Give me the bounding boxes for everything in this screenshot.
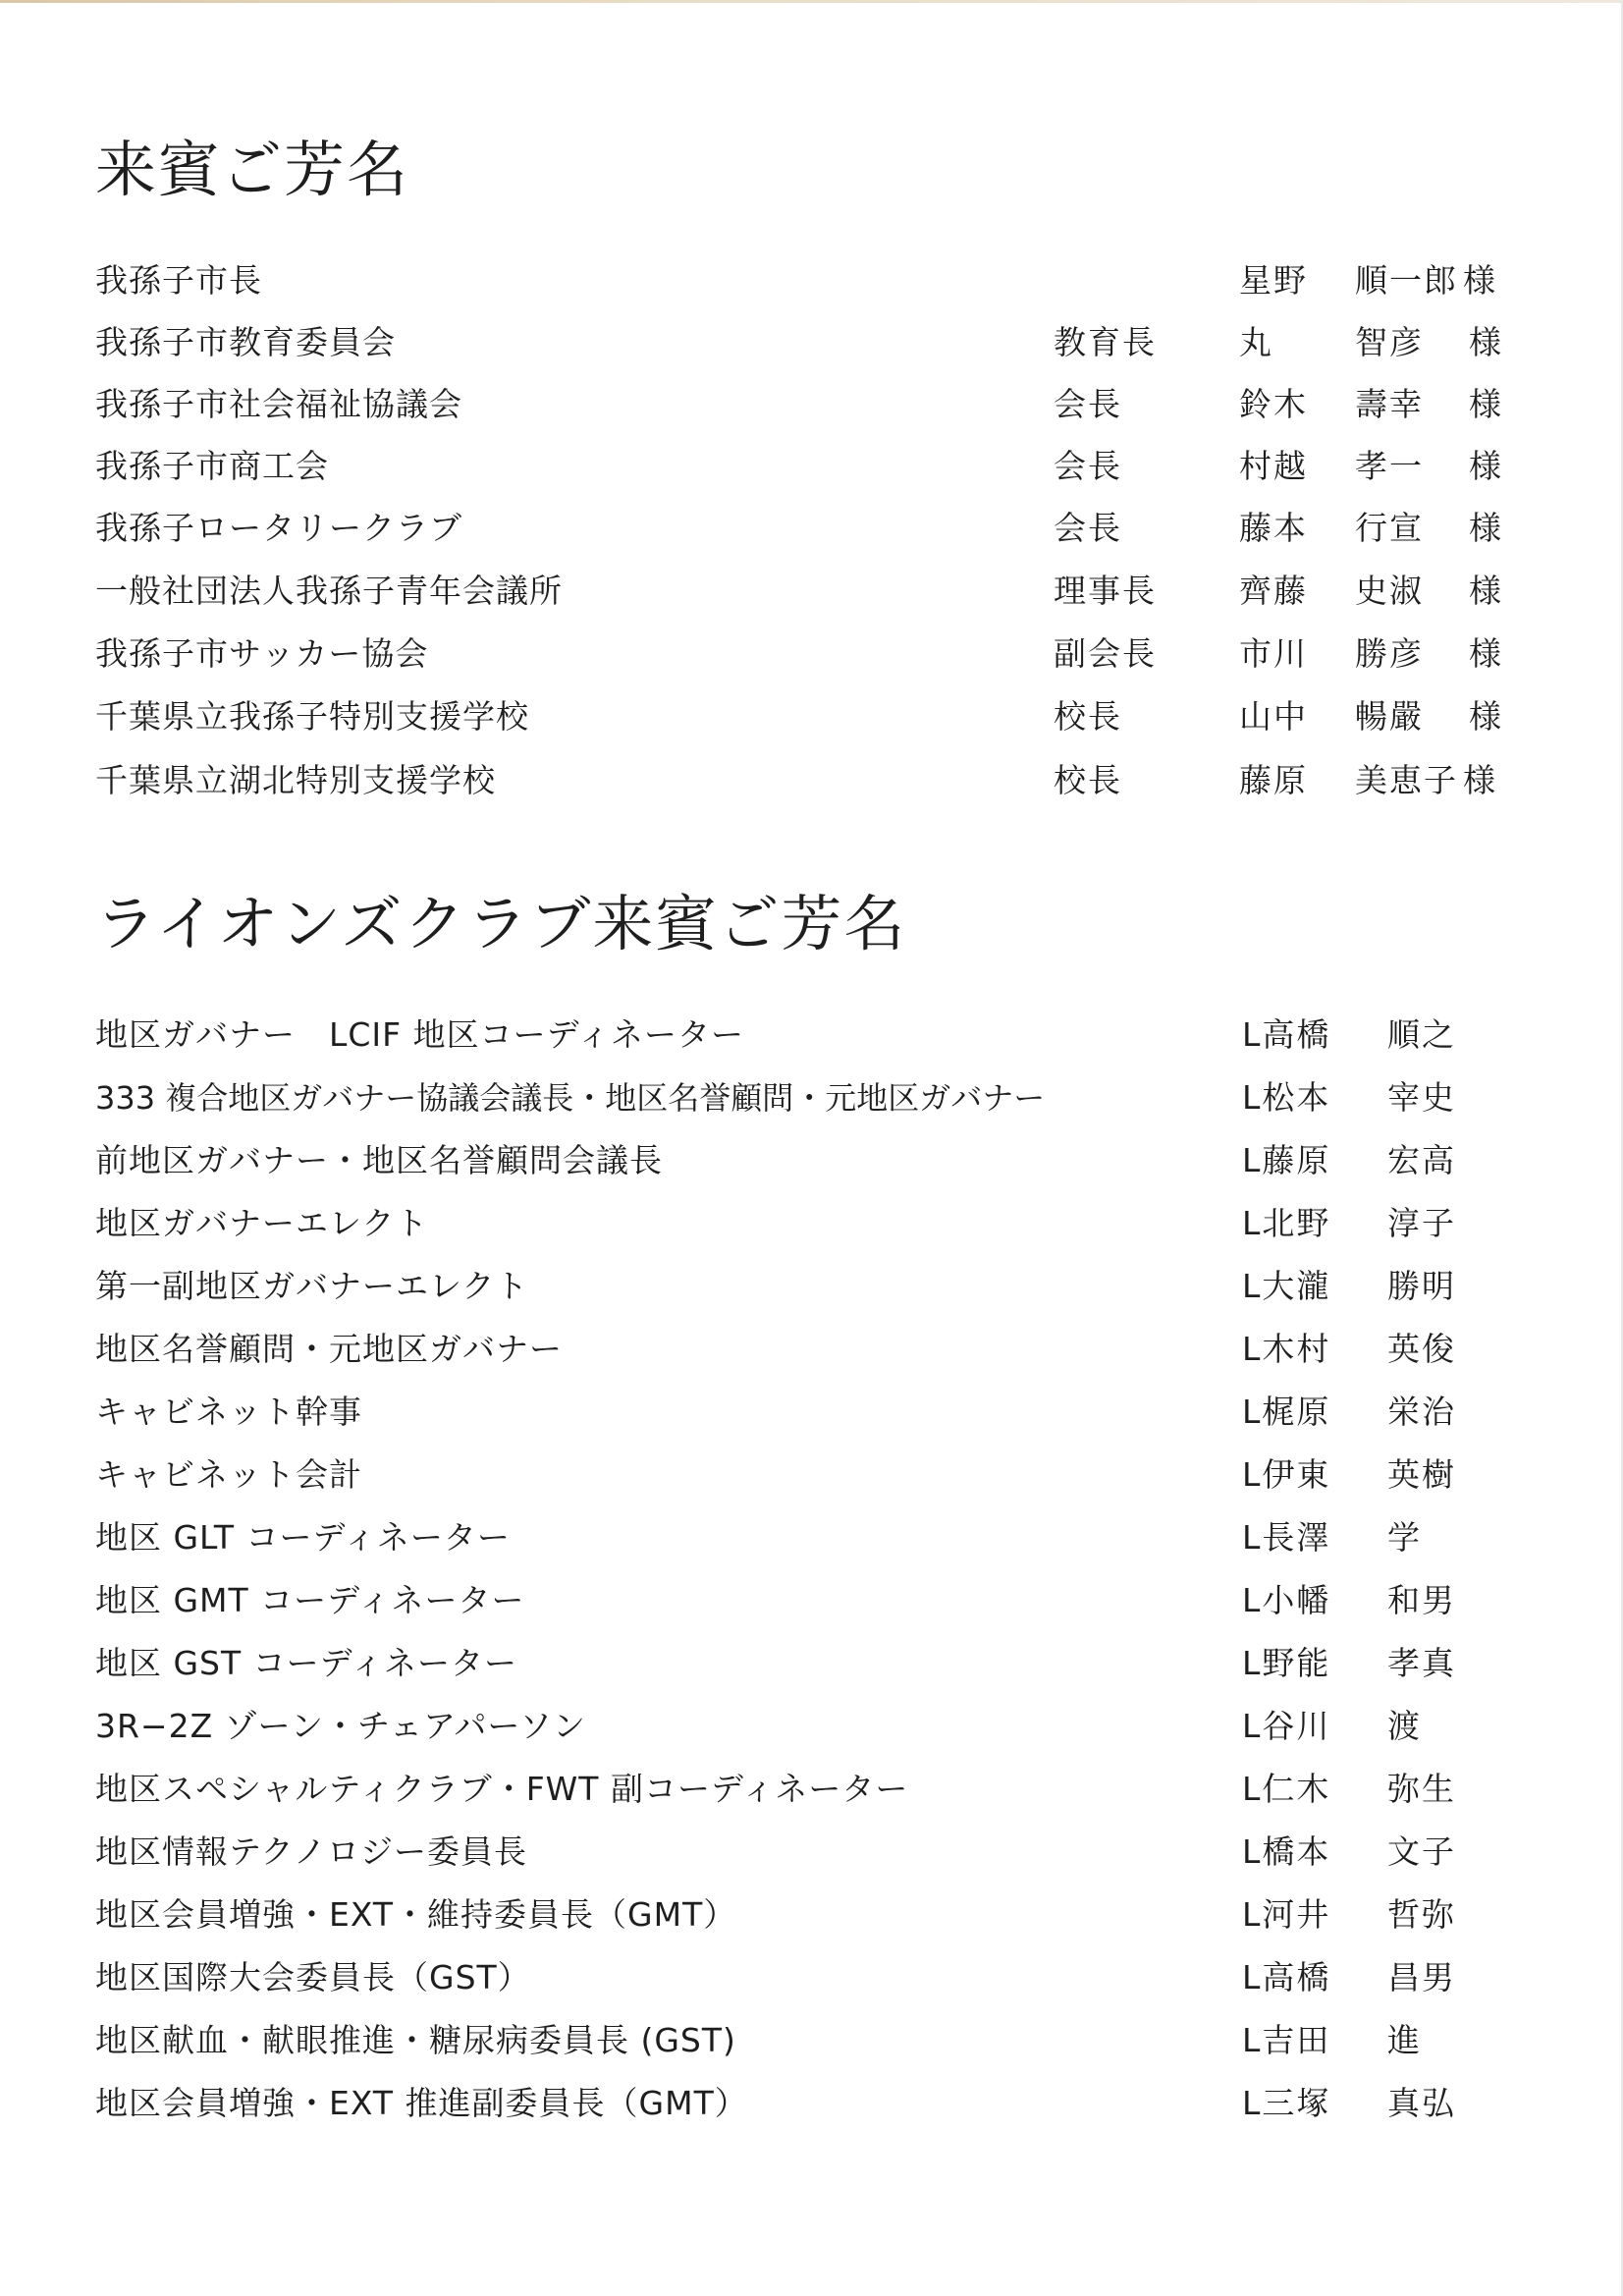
guest-honorific: 様 <box>1469 323 1501 361</box>
lions-row <box>0 1760 1623 1819</box>
lions-surname: L仁木 <box>1242 1770 1331 1808</box>
lions-surname: L三塚 <box>1242 2084 1331 2122</box>
guest-surname: 齊藤 <box>1239 572 1308 610</box>
lions-role: キャビネット幹事 <box>95 1393 362 1431</box>
guest-title: 理事長 <box>1054 572 1157 610</box>
lions-role: 地区スペシャルティクラブ・FWT 副コーディネーター <box>95 1770 909 1808</box>
lions-surname: L谷川 <box>1242 1707 1331 1745</box>
lions-given-name: 栄治 <box>1387 1393 1456 1431</box>
lions-surname: L野能 <box>1242 1644 1331 1682</box>
lions-row <box>0 1571 1623 1630</box>
lions-role: 地区ガバナーエレクト <box>95 1204 429 1242</box>
lions-row <box>0 1131 1623 1190</box>
guest-given-name: 美恵子 <box>1355 761 1458 799</box>
guests-heading: 来賓ご芳名 <box>95 134 410 205</box>
guest-surname: 藤原 <box>1239 761 1308 799</box>
lions-row <box>0 1634 1623 1693</box>
lions-row <box>0 1697 1623 1756</box>
guest-title: 会長 <box>1054 509 1122 547</box>
guest-honorific: 様 <box>1469 385 1501 423</box>
guest-title: 副会長 <box>1054 634 1157 673</box>
lions-role: 地区 GLT コーディネーター <box>95 1518 511 1557</box>
lions-row <box>0 1446 1623 1504</box>
lions-role: 3R−2Z ゾーン・チェアパーソン <box>95 1707 587 1745</box>
lions-role: 地区情報テクノロジー委員長 <box>95 1832 528 1871</box>
lions-surname: L長澤 <box>1242 1518 1331 1557</box>
lions-surname: L木村 <box>1242 1330 1331 1368</box>
lions-row <box>0 1320 1623 1379</box>
lions-given-name: 文子 <box>1387 1832 1456 1871</box>
lions-role: 地区会員増強・EXT 推進副委員長（GMT） <box>95 2084 748 2122</box>
guest-org: 千葉県立我孫子特別支援学校 <box>95 697 529 736</box>
lions-given-name: 淳子 <box>1387 1204 1456 1242</box>
lions-role: 地区 GMT コーディネーター <box>95 1581 525 1619</box>
guest-org: 我孫子市サッカー協会 <box>95 634 429 673</box>
lions-surname: L橋本 <box>1242 1832 1331 1871</box>
lions-surname: L梶原 <box>1242 1393 1331 1431</box>
guest-row <box>0 437 1623 496</box>
guest-org: 我孫子市長 <box>95 261 262 300</box>
lions-surname: L吉田 <box>1242 2021 1331 2059</box>
lions-row <box>0 2011 1623 2070</box>
lions-given-name: 真弘 <box>1387 2084 1456 2122</box>
guest-honorific: 様 <box>1469 697 1501 736</box>
lions-row <box>0 1823 1623 1882</box>
guest-row <box>0 562 1623 621</box>
lions-given-name: 弥生 <box>1387 1770 1456 1808</box>
lions-given-name: 昌男 <box>1387 1958 1456 1996</box>
lions-surname: L松本 <box>1242 1078 1331 1117</box>
guest-surname: 山中 <box>1239 697 1308 736</box>
guest-org: 我孫子市商工会 <box>95 447 329 485</box>
lions-role: 地区名誉顧問・元地区ガバナー <box>95 1330 563 1368</box>
lions-surname: L高橋 <box>1242 1958 1331 1996</box>
guest-given-name: 孝一 <box>1355 447 1424 485</box>
lions-role: 前地区ガバナー・地区名誉顧問会議長 <box>95 1141 663 1179</box>
lions-given-name: 孝真 <box>1387 1644 1456 1682</box>
lions-given-name: 宏高 <box>1387 1141 1456 1179</box>
guest-given-name: 史淑 <box>1355 572 1424 610</box>
lions-given-name: 英樹 <box>1387 1455 1456 1494</box>
lions-row <box>0 1194 1623 1253</box>
lions-surname: L大瀧 <box>1242 1267 1331 1305</box>
lions-row <box>0 1508 1623 1567</box>
guest-surname: 藤本 <box>1239 509 1308 547</box>
lions-given-name: 英俊 <box>1387 1330 1456 1368</box>
guest-title: 教育長 <box>1054 323 1157 361</box>
lions-given-name: 進 <box>1387 2021 1422 2059</box>
guest-row <box>0 313 1623 372</box>
lions-role: 地区ガバナー LCIF 地区コーディネーター <box>95 1015 744 1054</box>
lions-surname: L高橋 <box>1242 1015 1331 1054</box>
lions-surname: L伊東 <box>1242 1455 1331 1494</box>
lions-row <box>0 1948 1623 2007</box>
lions-row <box>0 1886 1623 1944</box>
guest-row <box>0 687 1623 746</box>
guest-given-name: 暢嚴 <box>1355 697 1424 736</box>
guest-given-name: 壽幸 <box>1355 385 1424 423</box>
guest-honorific: 様 <box>1469 509 1501 547</box>
guest-row <box>0 625 1623 683</box>
guest-org: 我孫子市教育委員会 <box>95 323 396 361</box>
lions-row <box>0 1257 1623 1316</box>
lions-role: 地区 GST コーディネーター <box>95 1644 518 1682</box>
guest-honorific: 様 <box>1469 634 1501 673</box>
lions-given-name: 宰史 <box>1387 1078 1456 1117</box>
lions-surname: L河井 <box>1242 1895 1331 1934</box>
lions-surname: L北野 <box>1242 1204 1331 1242</box>
guest-row <box>0 251 1623 310</box>
guest-title: 校長 <box>1054 761 1122 799</box>
guest-row <box>0 375 1623 434</box>
guest-title: 校長 <box>1054 697 1122 736</box>
lions-role: 地区会員増強・EXT・維持委員長（GMT） <box>95 1895 737 1934</box>
guest-given-name: 勝彦 <box>1355 634 1424 673</box>
lions-given-name: 学 <box>1387 1518 1422 1557</box>
lions-role: キャビネット会計 <box>95 1455 362 1494</box>
lions-given-name: 和男 <box>1387 1581 1456 1619</box>
lions-given-name: 順之 <box>1387 1015 1456 1054</box>
guest-row <box>0 751 1623 810</box>
guest-surname: 市川 <box>1239 634 1308 673</box>
guest-honorific: 様 <box>1469 572 1501 610</box>
lions-surname: L小幡 <box>1242 1581 1331 1619</box>
lions-given-name: 勝明 <box>1387 1267 1456 1305</box>
guest-given-name: 行宣 <box>1355 509 1424 547</box>
lions-surname: L藤原 <box>1242 1141 1331 1179</box>
guest-org: 一般社団法人我孫子青年会議所 <box>95 572 563 610</box>
lions-role: 333 複合地区ガバナー協議会議長・地区名誉顧問・元地区ガバナー <box>95 1079 1046 1117</box>
guest-honorific: 様 <box>1463 261 1495 300</box>
guest-surname: 村越 <box>1239 447 1308 485</box>
lions-role: 地区国際大会委員長（GST） <box>95 1958 531 1996</box>
guest-title: 会長 <box>1054 447 1122 485</box>
guest-surname: 星野 <box>1239 261 1308 300</box>
guest-surname: 丸 <box>1239 323 1273 361</box>
lions-row <box>0 1006 1623 1065</box>
lions-row <box>0 1383 1623 1442</box>
lions-given-name: 渡 <box>1387 1707 1422 1745</box>
lions-row <box>0 1068 1623 1127</box>
lions-heading: ライオンズクラブ来賓ご芳名 <box>95 888 907 959</box>
guest-honorific: 様 <box>1469 447 1501 485</box>
lions-row <box>0 2074 1623 2133</box>
guest-surname: 鈴木 <box>1239 385 1308 423</box>
guest-row <box>0 499 1623 558</box>
guest-given-name: 智彦 <box>1355 323 1424 361</box>
lions-role: 第一副地区ガバナーエレクト <box>95 1267 529 1305</box>
guest-org: 我孫子ロータリークラブ <box>95 509 462 547</box>
lions-role: 地区献血・献眼推進・糖尿病委員長 (GST) <box>95 2021 736 2059</box>
guest-given-name: 順一郎 <box>1355 261 1458 300</box>
guest-org: 千葉県立湖北特別支援学校 <box>95 761 496 799</box>
page-top-edge <box>0 0 1623 3</box>
guest-honorific: 様 <box>1463 761 1495 799</box>
guest-org: 我孫子市社会福祉協議会 <box>95 385 462 423</box>
lions-given-name: 哲弥 <box>1387 1895 1456 1934</box>
guest-title: 会長 <box>1054 385 1122 423</box>
